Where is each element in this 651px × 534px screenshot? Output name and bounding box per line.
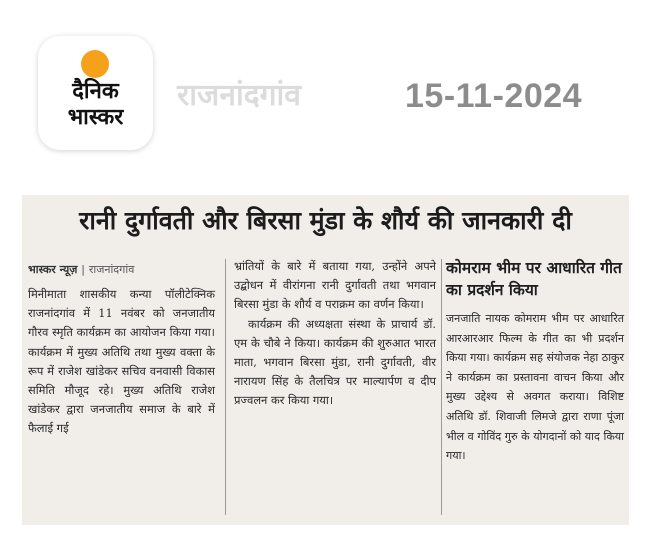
newspaper-clipping (22, 195, 629, 525)
byline-separator: | (81, 263, 85, 276)
article-paragraph: कार्यक्रम की अध्यक्षता संस्था के प्राचार्य डॉ. एम के चौबे ने किया। कार्यक्रम की शुरुआत भारत माता, भगवान बिरसा मुंडा, रानी दुर्गावती, वीर नारायण सिंह के तैलचित्र पर माल्यार्पण व दीप प्रज्वलन कर किया गया। (234, 316, 436, 408)
article-paragraph: मिनीमाता शासकीय कन्या पॉलीटेक्निक राजनांदगांव में 11 नवंबर को जनजातीय गौरव स्मृति कार्यक्रम का आयोजन किया गया। कार्यक्रम में मुख्य अतिथि तथा मुख्य वक्ता के रूप में राजेश खांडेकर सचिव वनवासी विकास समिति मौजूद रहे। मुख्य अतिथि राजेश खांडेकर द्वारा जनजातीय समाज के बारे में फैलाई गई (28, 287, 215, 436)
sub-headline: कोमराम भीम पर आधारित गीत का प्रदर्शन किया (446, 259, 622, 299)
logo-text-line2: भास्कर (67, 105, 124, 130)
edition-date: 15-11-2024 (405, 77, 583, 115)
article-headline: रानी दुर्गावती और बिरसा मुंडा के शौर्य की जानकारी दी (79, 206, 572, 235)
article-paragraph: भ्रांतियों के बारे में बताया गया, उन्होंने अपने उद्बोधन में वीरांगना रानी दुर्गावती तथा भगवान बिरसा मुंडा के शौर्य व पराक्रम का वर्णन किया। (234, 259, 436, 312)
article-column-2 (234, 257, 436, 411)
column-divider (441, 259, 442, 515)
byline-source: भास्कर न्यूज़ (28, 263, 78, 276)
byline-place: राजनांदगांव (88, 263, 135, 276)
dainik-bhaskar-logo (38, 36, 153, 150)
article-column-1 (28, 259, 215, 439)
edition-city: राजनांदगांव (177, 78, 301, 113)
column-divider (225, 259, 226, 515)
source-header (0, 0, 651, 190)
sun-icon (81, 50, 109, 78)
byline (28, 259, 215, 281)
article-paragraph: जनजाति नायक कोमराम भीम पर आधारित आरआरआर फिल्म के गीत का भी प्रदर्शन किया गया। कार्यक्रम सह संयोजक नेहा ठाकुर ने कार्यक्रम का प्रस्तावना वाचन किया और मुख्य उद्देश्य से अवगत कराया। विशिष्ट अतिथि डॉ. शिवाजी लिमजे द्वारा राणा पूंजा भील व गोविंद गुरु के योगदानों को याद किया गया। (446, 312, 624, 463)
article-column-3 (446, 257, 624, 466)
logo-text-line1: दैनिक (72, 79, 119, 104)
